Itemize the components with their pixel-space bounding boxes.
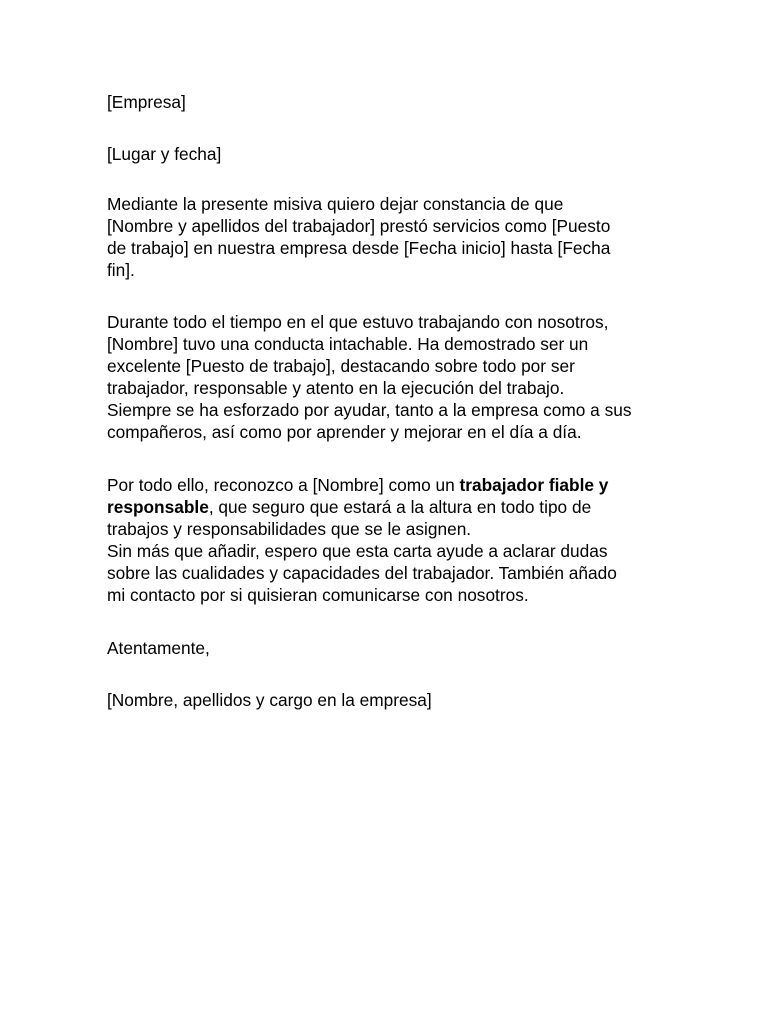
place-date-placeholder: [Lugar y fecha]: [107, 144, 222, 164]
recognition-text: Por todo ello, reconozco a [Nombre] como un: [107, 475, 460, 495]
paragraph-recognition: [107, 474, 667, 606]
text-line: excelente [Puesto de trabajo], destacando sobre todo por ser: [107, 356, 575, 376]
closing-text: Atentamente,: [107, 638, 210, 658]
text-line: mi contacto por si quisieran comunicarse con nosotros.: [107, 585, 529, 605]
highlight-text: responsable: [107, 497, 209, 517]
text-line: sobre las cualidades y capacidades del trabajador. También añado: [107, 563, 617, 583]
text-line: [107, 496, 667, 518]
text-line: Durante todo el tiempo en el que estuvo trabajando con nosotros,: [107, 312, 609, 332]
text-line: trabajador, responsable y atento en la ejecución del trabajo.: [107, 378, 565, 398]
text-line: de trabajo] en nuestra empresa desde [Fecha inicio] hasta [Fecha: [107, 238, 611, 258]
company-placeholder: [Empresa]: [107, 92, 186, 112]
recognition-text: , que seguro que estará a la altura en todo tipo de: [208, 497, 592, 517]
signature-placeholder: [Nombre, apellidos y cargo en la empresa]: [107, 690, 432, 710]
paragraph-introduction: [107, 193, 667, 281]
paragraph-conduct: [107, 311, 667, 443]
text-line: [Nombre y apellidos del trabajador] prestó servicios como [Puesto: [107, 216, 611, 236]
text-line: trabajos y responsabilidades que se le asignen.: [107, 519, 472, 539]
text-line: Mediante la presente misiva quiero dejar constancia de que: [107, 194, 564, 214]
letter-body: [107, 91, 667, 711]
text-line: fin].: [107, 260, 135, 280]
text-line: [107, 474, 667, 496]
text-line: Siempre se ha esforzado por ayudar, tanto a la empresa como a sus: [107, 400, 632, 420]
text-line: Sin más que añadir, espero que esta carta ayude a aclarar dudas: [107, 541, 608, 561]
text-line: compañeros, así como por aprender y mejorar en el día a día.: [107, 422, 582, 442]
text-line: [Nombre] tuvo una conducta intachable. Ha demostrado ser un: [107, 334, 589, 354]
highlight-text: trabajador fiable y: [459, 475, 609, 495]
